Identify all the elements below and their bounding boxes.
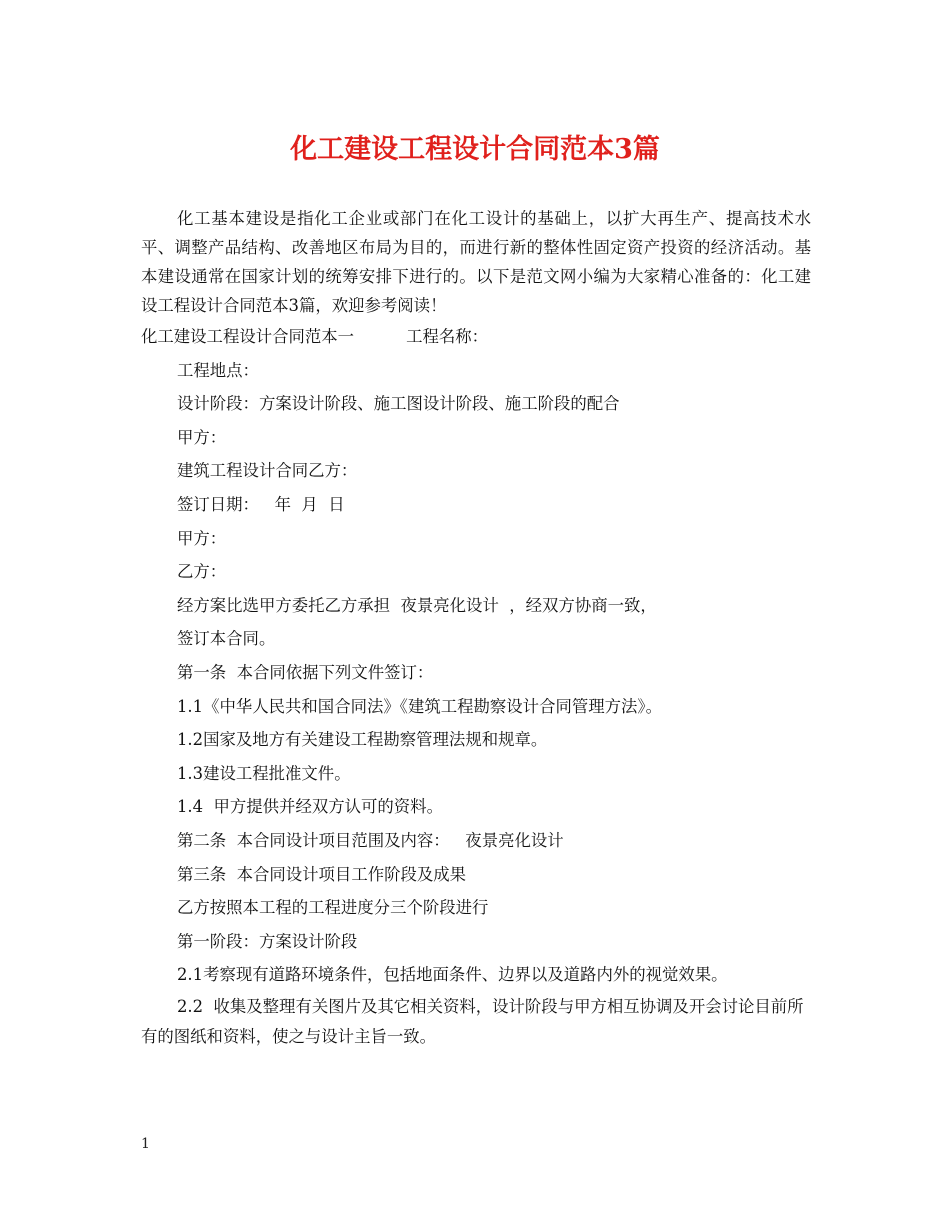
line-1-3: 1.3建设工程批准文件。 xyxy=(177,763,351,783)
page-number: 1 xyxy=(141,1136,150,1152)
line-party-b: 建筑工程设计合同乙方： xyxy=(177,461,358,481)
line-article-1: 第一条 本合同依据下列文件签订： xyxy=(177,662,434,682)
intro-paragraph: 化工基本建设是指化工企业或部门在化工设计的基础上，以扩大再生产、提高技术水平、调整产品结构、改善地区布局为目的，而进行新的整体性固定资产投资的经济活动。基本建设通常在国家计划的统筹安排下进行的。以下是范文网小编为大家精心准备的：化工建设工程设计合同范本3篇，欢迎参考阅读！ xyxy=(141,209,811,315)
line-sign-date: 签订日期： 年 月 日 xyxy=(177,494,345,514)
line-party-a-2: 甲方： xyxy=(177,528,227,548)
line-1-1: 1.1《中华人民共和国合同法》《建筑工程勘察设计合同管理方法》。 xyxy=(177,696,662,716)
line-party-b-2: 乙方： xyxy=(177,562,227,582)
contract-heading: 化工建设工程设计合同范本一 xyxy=(141,327,355,346)
line-three-stages: 乙方按照本工程的工程进度分三个阶段进行 xyxy=(177,898,489,918)
line-2-1: 2.1考察现有道路环境条件，包括地面条件、边界以及道路内外的视觉效果。 xyxy=(177,965,728,985)
document-body xyxy=(141,204,811,1052)
line-article-2: 第二条 本合同设计项目范围及内容： 夜景亮化设计 xyxy=(177,830,564,850)
project-name-label: 工程名称： xyxy=(406,327,489,346)
line-stage-1: 第一阶段：方案设计阶段 xyxy=(177,931,358,951)
line-2-2: 2.2 收集及整理有关图片及其它相关资料，设计阶段与甲方相互协调及开会讨论目前所有的图纸和资料，使之与设计主旨一致。 xyxy=(141,996,804,1046)
line-article-3: 第三条 本合同设计项目工作阶段及成果 xyxy=(177,864,467,884)
line-1-2: 1.2国家及地方有关建设工程勘察管理法规和规章。 xyxy=(177,730,548,750)
document-title: 化工建设工程设计合同范本3篇 xyxy=(290,134,660,165)
line-party-a: 甲方： xyxy=(177,427,227,447)
line-project-location: 工程地点： xyxy=(177,360,259,380)
line-commission: 经方案比选甲方委托乙方承担 夜景亮化设计 ，经双方协商一致， xyxy=(177,595,657,615)
line-sign-contract: 签订本合同。 xyxy=(177,629,276,649)
line-design-stage: 设计阶段：方案设计阶段、施工图设计阶段、施工阶段的配合 xyxy=(177,394,620,414)
contract-heading-line xyxy=(141,320,811,354)
line-1-4: 1.4 甲方提供并经双方认可的资料。 xyxy=(177,797,443,817)
